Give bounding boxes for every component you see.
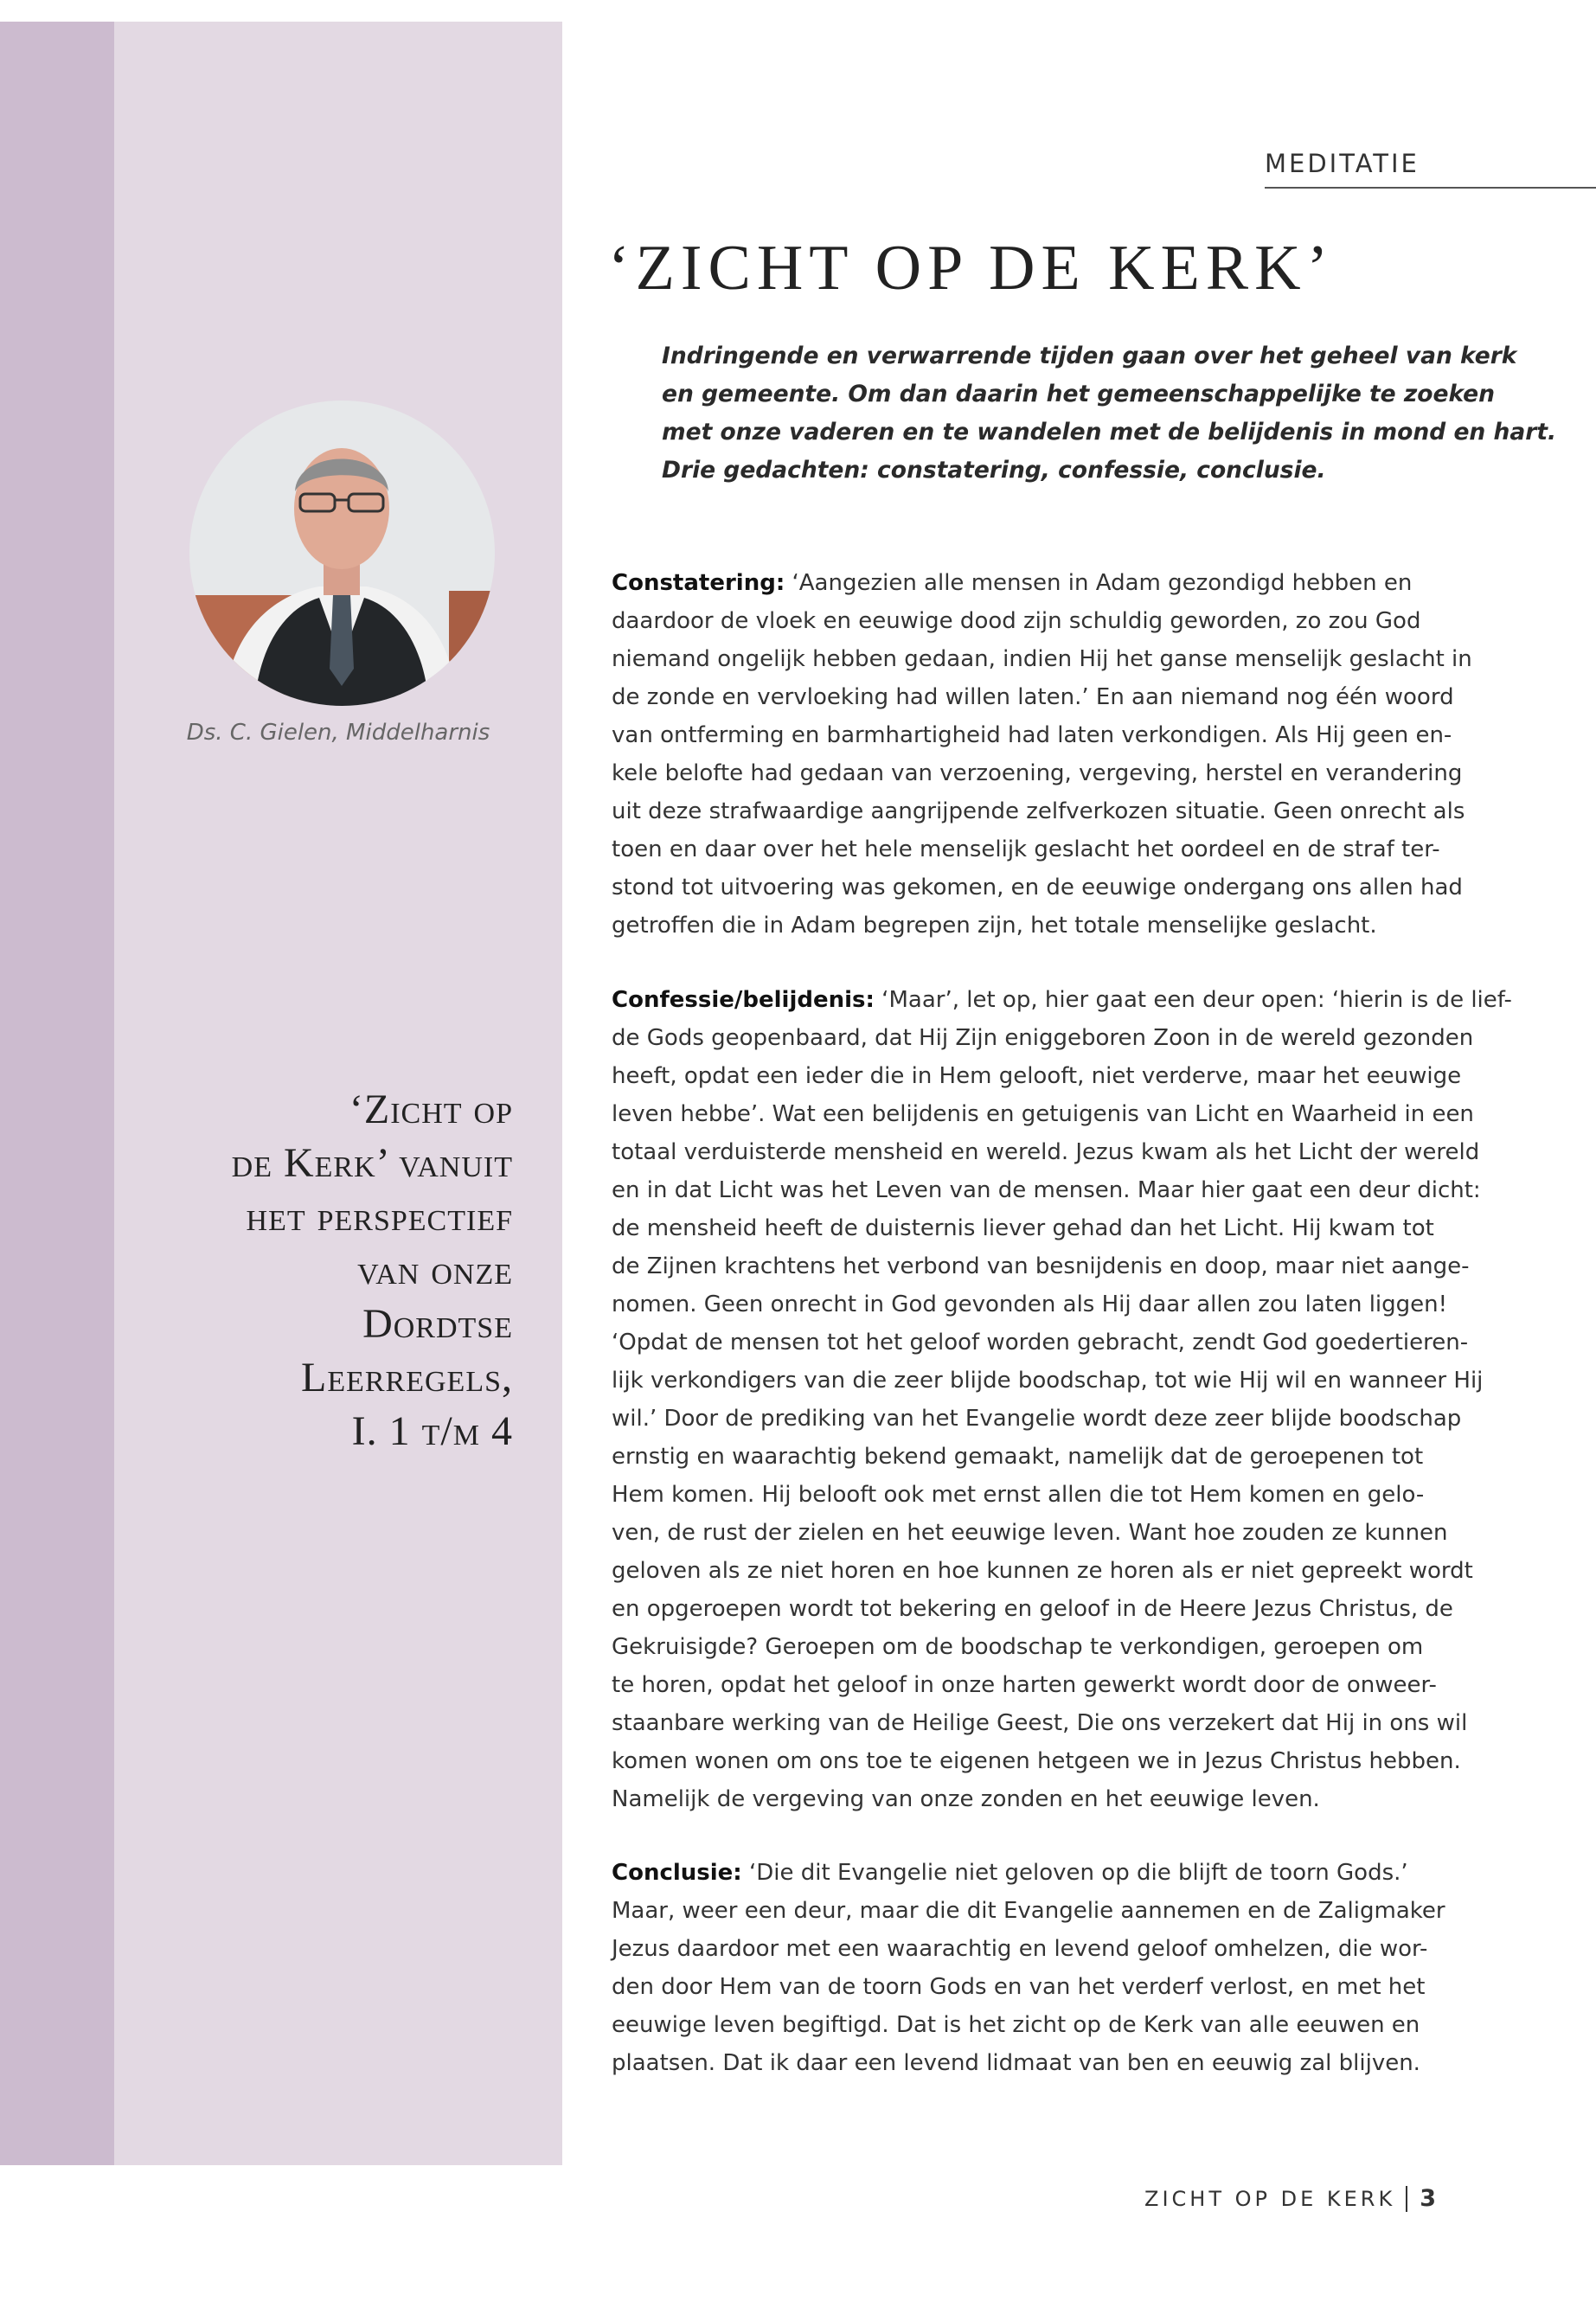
paragraph-line: kele belofte had gedaan van verzoening, vergeving, herstel en verandering [612, 760, 1463, 786]
pull-quote-line: het perspectief [246, 1194, 513, 1240]
page-footer [1144, 2185, 1436, 2212]
paragraph-label: Constatering: [612, 570, 785, 596]
paragraph-line: te horen, opdat het geloof in onze harten gewerkt wordt door de onweer- [612, 1672, 1437, 1698]
pull-quote-line: Dordtse [362, 1301, 513, 1347]
paragraph-first-line [612, 564, 1468, 602]
paragraph-line: totaal verduisterde mensheid en wereld. Jezus kwam als het Licht der wereld [612, 1139, 1480, 1165]
paragraph-text: ‘Maar’, let op, hier gaat een deur open: ‘hierin is de lief- [874, 987, 1512, 1013]
paragraph-line: Namelijk de vergeving van onze zonden en het eeuwige leven. [612, 1786, 1320, 1812]
pull-quote [173, 1083, 513, 1458]
paragraph-line: en in dat Licht was het Leven van de mensen. Maar hier gaat een deur dicht: [612, 1177, 1481, 1203]
paragraph-line: komen wonen om ons toe te eigenen hetgeen we in Jezus Christus hebben. [612, 1748, 1461, 1774]
paragraph-conclusie [612, 1854, 1468, 2082]
paragraph-line: toen en daar over het hele menselijk geslacht het oordeel en de straf ter- [612, 836, 1440, 862]
pull-quote-line: de Kerk’ vanuit [231, 1140, 513, 1186]
paragraph-line: ven, de rust der zielen en het eeuwige leven. Want hoe zouden ze kunnen [612, 1520, 1448, 1546]
portrait-image [189, 401, 495, 706]
paragraph-line: den door Hem van de toorn Gods en van het verderf verlost, en met het [612, 1974, 1426, 2000]
page-number: 3 [1420, 2185, 1436, 2212]
paragraph-line: nomen. Geen onrecht in God gevonden als Hij daar allen zou laten liggen! [612, 1292, 1448, 1317]
running-title: ZICHT OP DE KERK [1144, 2186, 1396, 2211]
paragraph-line: eeuwige leven begiftigd. Dat is het zicht op de Kerk van alle eeuwen en [612, 2012, 1420, 2038]
paragraph-confessie [612, 981, 1512, 1818]
intro-line: Indringende en verwarrende tijden gaan over het geheel van kerk [662, 343, 1517, 369]
paragraph-line: de zonde en vervloeking had willen laten.’ En aan niemand nog één woord [612, 684, 1454, 710]
article-intro [662, 337, 1557, 490]
paragraph-line: Maar, weer een deur, maar die dit Evangelie aannemen en de Zaligmaker [612, 1898, 1445, 1924]
paragraph-line: daardoor de vloek en eeuwige dood zijn schuldig geworden, zo zou God [612, 608, 1421, 634]
paragraph-line: uit deze strafwaardige aangrijpende zelfverkozen situatie. Geen onrecht als [612, 798, 1465, 824]
paragraph-line: Hem komen. Hij belooft ook met ernst allen die tot Hem komen en gelo- [612, 1482, 1425, 1508]
paragraph-line: getroffen die in Adam begrepen zijn, het totale menselijke geslacht. [612, 913, 1377, 939]
paragraph-line: de Zijnen krachtens het verbond van besnijdenis en doop, maar niet aange- [612, 1253, 1470, 1279]
paragraph-line: Gekruisigde? Geroepen om de boodschap te verkondigen, geroepen om [612, 1634, 1424, 1660]
pull-quote-line: I. 1 t/m 4 [351, 1408, 513, 1454]
paragraph-first-line [612, 981, 1512, 1019]
section-rule [1265, 187, 1596, 189]
article-title: ‘ZICHT OP DE KERK’ [608, 233, 1335, 304]
paragraph-line: ernstig en waarachtig bekend gemaakt, namelijk dat de geroepenen tot [612, 1444, 1424, 1470]
paragraph-line: leven hebbe’. Wat een belijdenis en getuigenis van Licht en Waarheid in een [612, 1101, 1474, 1127]
paragraph-first-line [612, 1854, 1468, 1892]
paragraph-label: Confessie/belijdenis: [612, 987, 875, 1013]
paragraph-line: ‘Opdat de mensen tot het geloof worden gebracht, zendt God goedertieren- [612, 1330, 1469, 1356]
intro-line: en gemeente. Om dan daarin het gemeenschappelijke te zoeken [662, 381, 1496, 407]
paragraph-line: heeft, opdat een ieder die in Hem gelooft, niet verderve, maar het eeuwige [612, 1063, 1462, 1089]
paragraph-line: geloven als ze niet horen en hoe kunnen ze horen als er niet gepreekt wordt [612, 1558, 1473, 1584]
paragraph-constatering [612, 564, 1472, 945]
intro-line: met onze vaderen en te wandelen met de belijdenis in mond en hart. [662, 419, 1557, 445]
paragraph-line: niemand ongelijk hebben gedaan, indien Hij het ganse menselijk geslacht in [612, 646, 1472, 672]
pull-quote-line: van onze [357, 1247, 513, 1293]
pull-quote-line: Leerregels, [301, 1355, 513, 1400]
footer-divider [1406, 2186, 1407, 2212]
paragraph-line: stond tot uitvoering was gekomen, en de eeuwige ondergang ons allen had [612, 875, 1463, 901]
paragraph-line: lijk verkondigers van die zeer blijde boodschap, tot wie Hij wil en wanneer Hij [612, 1368, 1484, 1394]
author-caption: Ds. C. Gielen, Middelharnis [186, 720, 490, 746]
paragraph-line: en opgeroepen wordt tot bekering en geloof in de Heere Jezus Christus, de [612, 1596, 1453, 1622]
paragraph-label: Conclusie: [612, 1860, 742, 1886]
paragraph-line: de mensheid heeft de duisternis liever gehad dan het Licht. Hij kwam tot [612, 1215, 1434, 1241]
sidebar-band-dark [0, 22, 114, 2165]
section-label: MEDITATIE [1265, 149, 1420, 178]
paragraph-line: Jezus daardoor met een waarachtig en levend geloof omhelzen, die wor- [612, 1936, 1428, 1962]
author-portrait [189, 401, 495, 706]
intro-line: Drie gedachten: constatering, confessie, conclusie. [662, 457, 1326, 484]
pull-quote-line: ‘Zicht op [349, 1086, 513, 1132]
paragraph-line: plaatsen. Dat ik daar een levend lidmaat van ben en eeuwig zal blijven. [612, 2050, 1420, 2076]
paragraph-line: de Gods geopenbaard, dat Hij Zijn eniggeboren Zoon in de wereld gezonden [612, 1025, 1474, 1051]
paragraph-line: van ontferming en barmhartigheid had laten verkondigen. Als Hij geen en- [612, 722, 1452, 748]
paragraph-text: ‘Die dit Evangelie niet geloven op die blijft de toorn Gods.’ [741, 1860, 1408, 1886]
paragraph-line: staanbare werking van de Heilige Geest, Die ons verzekert dat Hij in ons wil [612, 1710, 1468, 1736]
paragraph-line: wil.’ Door de prediking van het Evangelie wordt deze zeer blijde boodschap [612, 1406, 1462, 1432]
paragraph-text: ‘Aangezien alle mensen in Adam gezondigd hebben en [785, 570, 1413, 596]
